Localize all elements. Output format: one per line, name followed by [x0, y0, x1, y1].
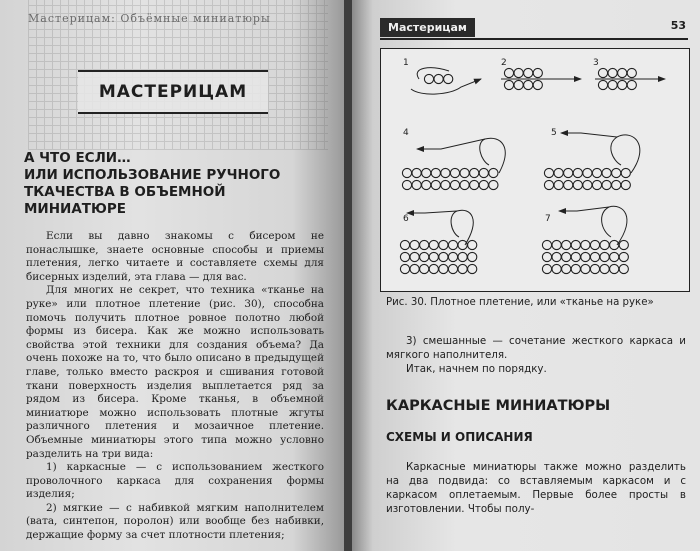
weaving-diagram-svg — [381, 49, 689, 291]
thread-line — [602, 206, 627, 245]
bead — [468, 240, 477, 249]
left-page — [0, 0, 344, 551]
figure-label-2: 2 — [501, 58, 507, 68]
bead — [439, 252, 448, 261]
bead — [592, 168, 601, 177]
bead — [431, 168, 440, 177]
thread-line — [451, 210, 473, 245]
figure-label-4: 4 — [403, 128, 409, 138]
running-header — [380, 16, 688, 40]
running-header-tag: Мастерицам — [380, 18, 475, 37]
bead — [592, 180, 601, 189]
bead — [504, 68, 513, 77]
right-paragraph-1: 3) смешанные — сочетание жесткого каркаса и мягкого наполнителя. — [386, 335, 686, 361]
bead — [450, 168, 459, 177]
left-body-text — [26, 230, 324, 543]
bead — [400, 240, 409, 249]
bead — [544, 168, 553, 177]
left-paragraph-1: Если вы давно знакомы с бисером не понаслышке, знаете основные способы и приемы плетения, легко читаете и составляете схемы для бисерных изделий, эта глава — для вас. — [26, 230, 324, 283]
bead — [434, 74, 443, 83]
bead — [420, 240, 429, 249]
bead — [468, 264, 477, 273]
title-line-1: А ЧТО ЕСЛИ… — [24, 150, 131, 166]
right-paragraph-3: Каркасные миниатюры также можно разделить на два подвида: со вставляемым каркасом и с каркасом оплетаемым. Первые более просты в изготовлении. Чтобы полу- — [386, 461, 686, 515]
thread-line — [480, 138, 505, 173]
bead — [600, 240, 609, 249]
figure-caption: Рис. 30. Плотное плетение, или «тканье на руке» — [386, 297, 654, 308]
bead — [573, 180, 582, 189]
bead — [618, 68, 627, 77]
title-line-2: ИЛИ ИСПОЛЬЗОВАНИЕ РУЧНОГО — [24, 167, 281, 183]
bead — [554, 168, 563, 177]
bead — [618, 80, 627, 89]
thread-line — [561, 133, 617, 137]
bead — [410, 252, 419, 261]
bead — [621, 180, 630, 189]
bead — [583, 168, 592, 177]
bead — [420, 252, 429, 261]
thread-line — [559, 207, 609, 211]
bead — [581, 264, 590, 273]
bead — [619, 264, 628, 273]
bead — [571, 264, 580, 273]
bead — [581, 240, 590, 249]
bead — [564, 168, 573, 177]
figure-label-7: 7 — [545, 214, 551, 224]
bead — [571, 240, 580, 249]
thread-line — [411, 79, 481, 94]
right-body-text-1 — [386, 334, 686, 376]
bead — [612, 168, 621, 177]
bead — [458, 240, 467, 249]
section-banner — [78, 70, 268, 114]
bead — [458, 252, 467, 261]
bead — [504, 80, 513, 89]
title-line-4: МИНИАТЮРЕ — [24, 201, 126, 217]
bead — [410, 264, 419, 273]
bead — [429, 240, 438, 249]
right-paragraph-2: Итак, начнем по порядку. — [406, 363, 547, 375]
bead — [424, 74, 433, 83]
bead — [590, 240, 599, 249]
bead — [619, 240, 628, 249]
bead — [544, 180, 553, 189]
left-paragraph-4: 2) мягкие — с набивкой мягким наполнителем (вата, синтепон, поролон) или вообще без набивки, держащие форму за счет плотности плетения; — [26, 501, 324, 542]
bead — [422, 180, 431, 189]
bead — [458, 264, 467, 273]
bead — [533, 68, 542, 77]
left-paragraph-2: Для многих не секрет, что техника «тканье на руке» или плотное плетение (рис. 30), способна помочь получить плотное ровное полотно любой формы из бисера. Как же можно использовать свойства этой техники для создания объема? Да очень похоже на то, что было описано в предыдущей главе, только вместо раскроя и сшивания готовой ткани поверхность изделия выплетается ряд за рядом из бисера. Кроме тканья, в объемной миниатюре можно использовать плотные жгуты различного плетения и мозаичное плетение. Объемные миниатюры этого типа можно условно разделить на три вида: — [26, 284, 324, 460]
bead — [627, 80, 636, 89]
bead — [402, 168, 411, 177]
bead — [562, 252, 571, 261]
bead — [448, 252, 457, 261]
bead — [514, 80, 523, 89]
bead — [581, 252, 590, 261]
bead — [552, 252, 561, 261]
bead — [429, 252, 438, 261]
left-paragraph-3: 1) каркасные — с использованием жесткого проволочного каркаса для сохранения формы изделия; — [26, 461, 324, 501]
bead — [562, 264, 571, 273]
bead — [412, 180, 421, 189]
bead — [524, 68, 533, 77]
bead — [412, 168, 421, 177]
bead — [583, 180, 592, 189]
bead — [598, 80, 607, 89]
bead — [431, 180, 440, 189]
bead — [590, 264, 599, 273]
bead — [608, 80, 617, 89]
bead — [439, 264, 448, 273]
bead — [479, 180, 488, 189]
bead — [479, 168, 488, 177]
bead — [573, 168, 582, 177]
bead — [600, 252, 609, 261]
bead — [542, 252, 551, 261]
thread-line — [611, 135, 640, 173]
bead — [564, 180, 573, 189]
bead — [533, 80, 542, 89]
bead — [600, 264, 609, 273]
bead — [619, 252, 628, 261]
bead — [627, 68, 636, 77]
bead — [470, 168, 479, 177]
bead — [489, 168, 498, 177]
left-running-header: Мастерицам: Объёмные миниатюры — [28, 12, 271, 25]
bead — [598, 68, 607, 77]
bead — [514, 68, 523, 77]
page-number: 53 — [670, 19, 686, 32]
bead — [470, 180, 479, 189]
bead — [590, 252, 599, 261]
bead — [608, 68, 617, 77]
bead — [612, 180, 621, 189]
bead — [402, 180, 411, 189]
figure-label-3: 3 — [593, 58, 599, 68]
bead — [420, 264, 429, 273]
figure-label-5: 5 — [551, 128, 557, 138]
bead — [450, 180, 459, 189]
bead — [610, 264, 619, 273]
figure-label-1: 1 — [403, 58, 409, 68]
bead — [552, 264, 561, 273]
right-page — [352, 0, 700, 551]
bead — [422, 168, 431, 177]
bead — [439, 240, 448, 249]
bead — [542, 264, 551, 273]
bead — [429, 264, 438, 273]
bead — [554, 180, 563, 189]
bead — [410, 240, 419, 249]
section-heading: КАРКАСНЫЕ МИНИАТЮРЫ — [386, 398, 611, 414]
bead — [468, 252, 477, 261]
bead — [448, 240, 457, 249]
bead — [571, 252, 580, 261]
title-line-3: ТКАЧЕСТВА В ОБЪЕМНОЙ — [24, 184, 226, 200]
bead — [460, 168, 469, 177]
bead — [448, 264, 457, 273]
bead — [552, 240, 561, 249]
figure-label-6: 6 — [403, 214, 409, 224]
bead — [460, 180, 469, 189]
bead — [400, 252, 409, 261]
bead — [524, 80, 533, 89]
bead — [621, 168, 630, 177]
bead — [489, 180, 498, 189]
bead — [441, 168, 450, 177]
bead — [542, 240, 551, 249]
bead — [562, 240, 571, 249]
chapter-title — [24, 150, 324, 218]
banner-text: МАСТЕРИЦАМ — [98, 82, 248, 102]
right-body-text-2 — [386, 460, 686, 516]
thread-line — [407, 211, 457, 213]
bead — [610, 252, 619, 261]
thread-line — [417, 139, 485, 149]
bead — [444, 74, 453, 83]
bead — [400, 264, 409, 273]
weaving-figure — [380, 48, 690, 292]
bead — [602, 180, 611, 189]
subsection-heading: СХЕМЫ И ОПИСАНИЯ — [386, 430, 533, 444]
bead — [441, 180, 450, 189]
bead — [602, 168, 611, 177]
